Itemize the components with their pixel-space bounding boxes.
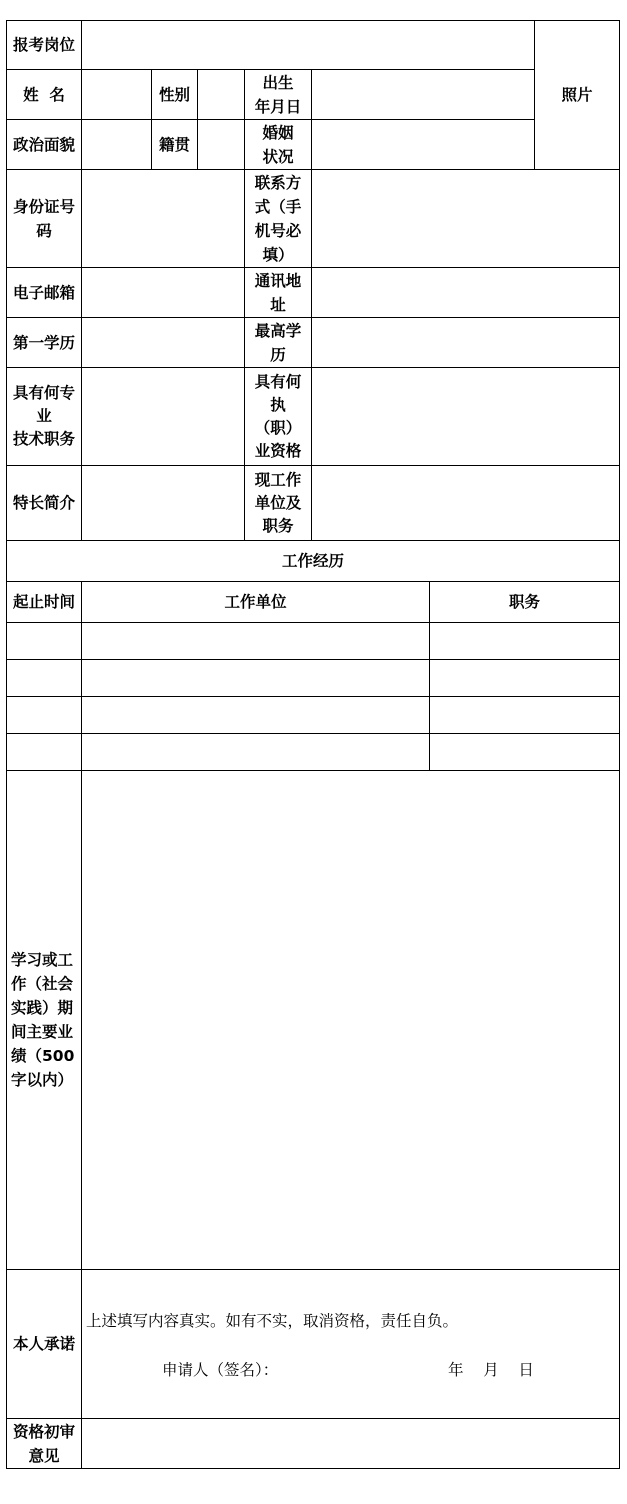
current-job-input[interactable] [312, 466, 619, 540]
col-time-header: 起止时间 [12, 593, 75, 611]
qualification-input[interactable] [312, 368, 619, 465]
birth-label: 出生 年月日 [254, 73, 302, 116]
first-degree-label: 第一学历 [12, 333, 75, 352]
marital-input[interactable] [312, 120, 534, 169]
highest-degree-label: 最高学 历 [254, 321, 302, 364]
name-label: 姓 名 [23, 85, 65, 104]
id-number-input[interactable] [82, 170, 244, 267]
col-duty-header: 职务 [508, 593, 540, 611]
address-input[interactable] [312, 268, 619, 317]
work-time-cell[interactable] [7, 660, 81, 696]
signature-field[interactable] [300, 1355, 440, 1385]
work-duty-cell[interactable] [430, 734, 619, 770]
border-right [619, 20, 620, 1469]
work-unit-cell[interactable] [82, 660, 429, 696]
applicant-signature-label: 申请人（签名）： [162, 1361, 279, 1379]
position-input[interactable] [82, 21, 534, 69]
work-unit-cell[interactable] [82, 623, 429, 659]
pledge-label: 本人承诺 [12, 1335, 75, 1353]
work-time-cell[interactable] [7, 734, 81, 770]
work-time-cell[interactable] [7, 697, 81, 733]
achievements-input[interactable] [82, 771, 619, 1269]
highest-degree-input[interactable] [312, 318, 619, 367]
position-label: 报考岗位 [12, 36, 75, 54]
gender-input[interactable] [198, 70, 244, 119]
native-input[interactable] [198, 120, 244, 169]
work-unit-cell[interactable] [82, 697, 429, 733]
work-time-cell[interactable] [7, 623, 81, 659]
signature-date: 年 月 日 [448, 1361, 534, 1379]
contact-input[interactable] [312, 170, 619, 267]
name-input[interactable] [82, 70, 151, 119]
first-degree-input[interactable] [82, 318, 244, 367]
achievements-label: 学习或工 作（社会 实践）期 间主要业 绩（500 字以内） [11, 951, 75, 1089]
border-bottom [6, 1468, 620, 1469]
marital-label: 婚姻 状况 [262, 123, 294, 166]
photo-box[interactable]: 照片 [561, 86, 593, 104]
review-input[interactable] [82, 1419, 619, 1468]
contact-label: 联系方 式（手 机号必 填） [254, 173, 302, 264]
id-number-label: 身份证号 码 [12, 197, 75, 240]
tech-title-label: 具有何专 业 技术职务 [12, 384, 75, 448]
work-duty-cell[interactable] [430, 660, 619, 696]
work-unit-cell[interactable] [82, 734, 429, 770]
politics-input[interactable] [82, 120, 151, 169]
h-line [6, 1269, 620, 1270]
col-unit-header: 工作单位 [224, 593, 287, 611]
address-label: 通讯地 址 [254, 271, 302, 314]
birth-input[interactable] [312, 70, 534, 119]
tech-title-input[interactable] [82, 368, 244, 465]
pledge-statement: 上述填写内容真实。如有不实，取消资格，责任自负。 [86, 1312, 459, 1330]
qualification-label: 具有何 执 （职） 业资格 [254, 372, 302, 460]
current-job-label: 现工作 单位及 职务 [254, 470, 302, 535]
specialty-input[interactable] [82, 466, 244, 540]
gender-label: 性别 [158, 85, 190, 104]
email-label: 电子邮箱 [12, 283, 75, 302]
specialty-label: 特长简介 [12, 494, 75, 512]
work-history-title: 工作经历 [281, 552, 344, 570]
politics-label: 政治面貌 [12, 135, 75, 154]
native-label: 籍贯 [158, 135, 190, 154]
email-input[interactable] [82, 268, 244, 317]
work-duty-cell[interactable] [430, 623, 619, 659]
work-duty-cell[interactable] [430, 697, 619, 733]
review-label: 资格初审 意见 [12, 1422, 75, 1465]
